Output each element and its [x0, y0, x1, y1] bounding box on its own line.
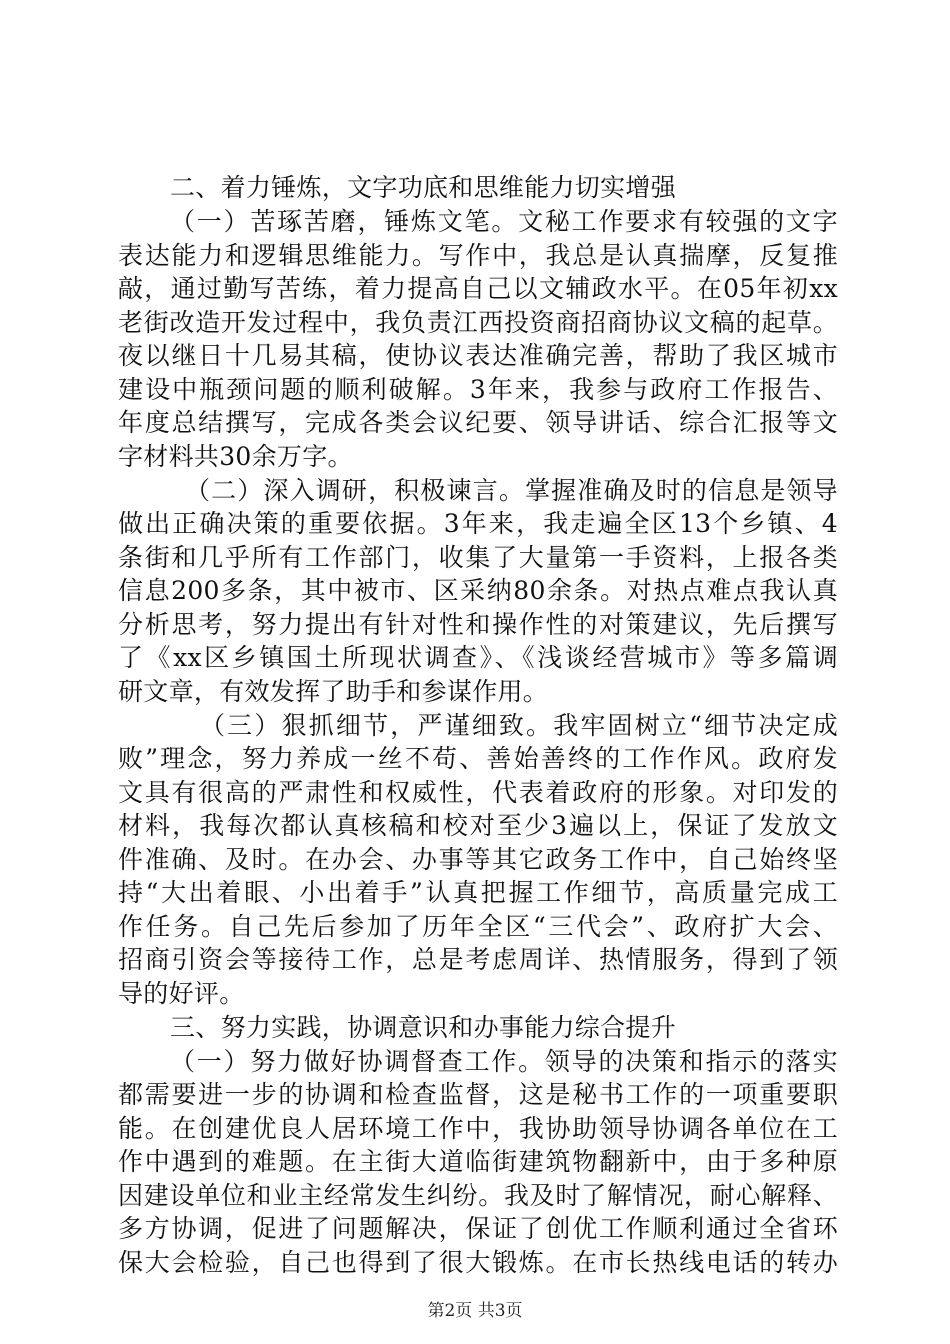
paragraph-line: （一）苦琢苦磨，锤炼文笔。文秘工作要求有较强的文字 — [170, 207, 838, 236]
paragraph-line: 分析思考，努力提出有针对性和操作性的对策建议，先后撰写 — [118, 610, 838, 639]
paragraph-line: 表达能力和逻辑思维能力。写作中，我总是认真揣摩，反复推 — [118, 241, 838, 270]
paragraph-line: 建设中瓶颈问题的顺利破解。3年来，我参与政府工作报告、 — [118, 375, 838, 404]
paragraph-line: 能。在创建优良人居环境工作中，我协助领导协调各单位在工 — [118, 1114, 838, 1143]
paragraph-line: 持“大出着眼、小出着手”认真把握工作细节，高质量完成工 — [118, 878, 838, 907]
paragraph-line: 敲，通过勤写苦练，着力提高自己以文辅政水平。在05年初xx — [118, 274, 838, 303]
paragraph-line: 年度总结撰写，完成各类会议纪要、领导讲话、综合汇报等文 — [118, 408, 838, 437]
paragraph-line: 作任务。自己先后参加了历年全区“三代会”、政府扩大会、 — [118, 912, 838, 941]
paragraph-line: 夜以继日十几易其稿，使协议表达准确完善，帮助了我区城市 — [118, 341, 838, 370]
paragraph-line: 条街和几乎所有工作部门，收集了大量第一手资料，上报各类 — [118, 543, 838, 572]
paragraph-line: 了《xx区乡镇国土所现状调查》、《浅谈经营城市》等多篇调 — [118, 643, 838, 672]
paragraph-line: 保大会检验，自己也得到了很大锻炼。在市长热线电话的转办 — [118, 1248, 838, 1277]
paragraph-line: 材料，我每次都认真核稿和校对至少3遍以上，保证了发放文 — [118, 811, 838, 840]
paragraph-line: 多方协调，促进了问题解决，保证了创优工作顺利通过全省环 — [118, 1214, 838, 1243]
page-number-footer: 第2页 共3页 — [427, 1301, 523, 1321]
section-heading-3: 三、努力实践，协调意识和办事能力综合提升 — [170, 1013, 677, 1042]
paragraph-line: 字材料共30余万字。 — [118, 442, 353, 471]
paragraph-line: 老街改造开发过程中，我负责江西投资商招商协议文稿的起草。 — [118, 308, 838, 337]
paragraph-line: 因建设单位和业主经常发生纠纷。我及时了解情况，耐心解释、 — [118, 1181, 838, 1210]
paragraph-line: 导的好评。 — [118, 979, 245, 1008]
paragraph-line: 做出正确决策的重要依据。3年来，我走遍全区13个乡镇、4 — [118, 509, 838, 538]
paragraph-line: 信息200多条，其中被市、区采纳80余条。对热点难点我认真 — [118, 576, 838, 605]
section-heading-2: 二、着力锤炼，文字功底和思维能力切实增强 — [170, 173, 677, 202]
paragraph-line: 作中遇到的难题。在主街大道临街建筑物翻新中，由于多种原 — [118, 1147, 838, 1176]
paragraph-line: 都需要进一步的协调和检查监督，这是秘书工作的一项重要职 — [118, 1080, 838, 1109]
paragraph-line: （一）努力做好协调督查工作。领导的决策和指示的落实 — [170, 1047, 838, 1076]
paragraph-line: （三）狠抓细节，严谨细致。我牢固树立“细节决定成 — [200, 711, 838, 740]
paragraph-line: 败”理念，努力养成一丝不苟、善始善终的工作作风。政府发 — [118, 744, 838, 773]
paragraph-line: 研文章，有效发挥了助手和参谋作用。 — [118, 677, 549, 706]
paragraph-line: 件准确、及时。在办会、办事等其它政务工作中，自己始终坚 — [118, 845, 838, 874]
paragraph-line: 招商引资会等接待工作，总是考虑周详、热情服务，得到了领 — [118, 945, 838, 974]
paragraph-line: 文具有很高的严肃性和权威性，代表着政府的形象。对印发的 — [118, 778, 838, 807]
paragraph-line: （二）深入调研，积极谏言。掌握准确及时的信息是领导 — [185, 476, 838, 505]
